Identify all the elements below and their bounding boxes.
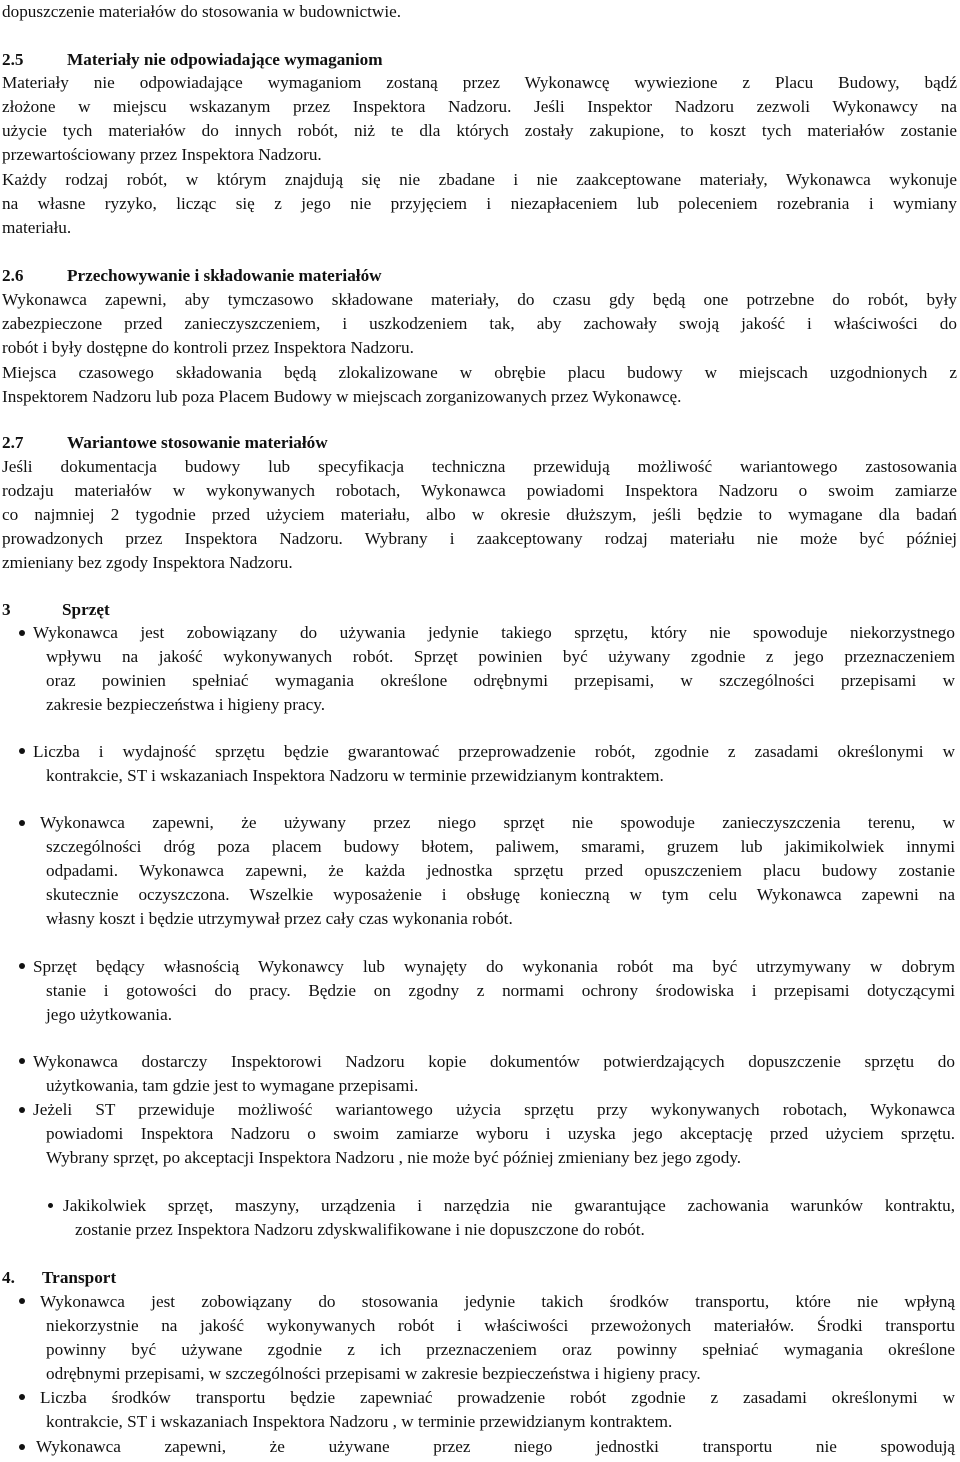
section-number: 2.7 (2, 433, 24, 452)
section-heading-3 (2, 598, 110, 622)
paragraph-line: materiału. (2, 218, 72, 237)
section-number: 2.6 (2, 266, 24, 285)
list-item-line: kontrakcie, ST i wskazaniach Inspektora Nadzoru w terminie przewidzianym kontraktem. (46, 766, 664, 785)
list-item-line: Jakikolwiek sprzęt, maszyny, urządzenia i narzędzia nie gwarantujące zachowania warunków kontraktu, (63, 1196, 955, 1215)
list-item-line: Wykonawca jest zobowiązany do stosowania jedynie takich środków transportu, które nie wpłyną (40, 1292, 955, 1311)
list-item-line: Sprzęt będący własnością Wykonawcy lub wynajęty do wykonania robót ma być utrzymywany w dobrym (33, 957, 955, 976)
section-title: Transport (42, 1268, 117, 1287)
list-item-line: własny koszt i będzie utrzymywał przez cały czas wykonania robót. (46, 909, 513, 928)
list-item-line: kontrakcie, ST i wskazaniach Inspektora Nadzoru , w terminie przewidzianym kontraktem. (46, 1412, 673, 1431)
list-item-line: skutecznie oczyszczona. Wszelkie wyposażenie i obsługę konieczną w tym celu Wykonawca zapewni na (46, 885, 955, 904)
paragraph-line: Materiały nie odpowiadające wymaganiom zostaną przez Wykonawcę wywiezione z Placu Budowy, bądź (2, 73, 957, 92)
list-item-line: Wykonawca zapewni, że używany przez niego sprzęt nie spowoduje zanieczyszczenia terenu, w (40, 813, 955, 832)
bullet-icon (19, 963, 25, 969)
section-title: Materiały nie odpowiadające wymaganiom (67, 50, 383, 69)
paragraph-line: Jeśli dokumentacja budowy lub specyfikacja techniczna przewidują możliwość wariantowego zastosowania (2, 457, 957, 476)
bullet-icon (19, 1107, 25, 1113)
paragraph-line: użycie tych materiałów do innych robót, niż te dla których zostały zakupione, to koszt tych materiałów zostanie (2, 121, 957, 140)
bullet-icon (19, 748, 25, 754)
list-item-line: Jeżeli ST przewiduje możliwość wariantowego użycia sprzętu przy wykonywanych robotach, Wykonawca (33, 1100, 955, 1119)
list-item-line: Liczba środków transportu będzie zapewniać prowadzenie robót zgodnie z zasadami określonymi w (40, 1388, 955, 1407)
list-item-line: odrębnymi przepisami, w szczególności przepisami w zakresie bezpieczeństwa i higieny pracy. (46, 1364, 701, 1383)
paragraph-line: zmieniany bez zgody Inspektora Nadzoru. (2, 553, 293, 572)
paragraph-line: przewartościowany przez Inspektora Nadzoru. (2, 145, 322, 164)
paragraph-line: Inspektorem Nadzoru lub poza Placem Budowy w miejscach zorganizowanych przez Wykonawcę. (2, 387, 682, 406)
bullet-icon (19, 820, 25, 826)
list-item-line: zostanie przez Inspektora Nadzoru zdyskwalifikowane i nie dopuszczone do robót. (75, 1220, 645, 1239)
section-number: 3 (2, 600, 11, 619)
list-item-line: powinny być używane zgodnie z ich przeznaczeniem oraz powinny spełniać wymagania określone (46, 1340, 955, 1359)
list-item-line: niekorzystnie na jakość wykonywanych robót i właściwości przewożonych materiałów. Środki transportu (46, 1316, 955, 1335)
list-item-line: Liczba i wydajność sprzętu będzie gwarantować przeprowadzenie robót, zgodnie z zasadami określonymi w (33, 742, 955, 761)
list-item-line: wpływu na jakość wykonywanych robót. Sprzęt powinien być używany zgodnie z jego przeznaczeniem (46, 647, 955, 666)
section-number: 4. (2, 1268, 15, 1287)
paragraph-line: co najmniej 2 tygodnie przed użyciem materiału, albo w okresie dłuższym, jeśli będzie to wymagane dla badań (2, 505, 957, 524)
paragraph-line: Wykonawca zapewni, aby tymczasowo składowane materiały, do czasu gdy będą one potrzebne do robót, były (2, 290, 957, 309)
section-heading-2-5 (2, 48, 383, 72)
list-item-line: Wykonawca dostarczy Inspektorowi Nadzoru kopie dokumentów potwierdzających dopuszczenie sprzętu do (33, 1052, 955, 1071)
list-item-line: zakresie bezpieczeństwa i higieny pracy. (46, 695, 325, 714)
bullet-icon (19, 1394, 25, 1400)
paragraph-line: rodzaju materiałów w wykonywanych robotach, Wykonawca powiadomi Inspektora Nadzoru o swoim zamiarze (2, 481, 957, 500)
paragraph-line: prowadzonych przez Inspektora Nadzoru. Wybrany i zaakceptowany rodzaj materiału nie może być później (2, 529, 957, 548)
bullet-icon (48, 1203, 53, 1208)
list-item-line: Wykonawca jest zobowiązany do używania jedynie takiego sprzętu, który nie spowoduje niekorzystnego (33, 623, 955, 642)
list-item-line: oraz powinien spełniać wymagania określone odrębnymi przepisami, w szczególności przepisami w (46, 671, 955, 690)
section-number: 2.5 (2, 50, 24, 69)
list-item-line: użytkowania, tam gdzie jest to wymagane przepisami. (46, 1076, 419, 1095)
paragraph-line: Każdy rodzaj robót, w którym znajdują się nie zbadane i nie zaakceptowane materiały, Wykonawca wykonuje (2, 170, 957, 189)
list-item-line: szczególności dróg poza placem budowy błotem, paliwem, smarami, gruzem lub jakimikolwiek innymi (46, 837, 955, 856)
section-heading-2-7 (2, 431, 328, 455)
list-item-line: Wykonawca zapewni, że używane przez niego jednostki transportu nie spowodują (36, 1437, 955, 1456)
bullet-icon (19, 1058, 25, 1064)
section-title: Wariantowe stosowanie materiałów (67, 433, 328, 452)
section-title: Sprzęt (62, 600, 110, 619)
list-item-line: odpadami. Wykonawca zapewni, że każda jednostka sprzętu przed opuszczeniem placu budowy zostanie (46, 861, 955, 880)
bullet-icon (19, 1298, 25, 1304)
section-heading-4 (2, 1266, 116, 1290)
bullet-icon (19, 630, 25, 636)
section-title: Przechowywanie i składowanie materiałów (67, 266, 382, 285)
list-item-line: Wybrany sprzęt, po akceptacji Inspektora Nadzoru , nie może być później zmieniany bez jego zgody. (46, 1148, 742, 1167)
paragraph-line: złożone w miejscu wskazanym przez Inspektora Nadzoru. Jeśli Inspektor Nadzoru zezwoli Wykonawcy na (2, 97, 957, 116)
paragraph-line: na własne ryzyko, licząc się z jego nie przyjęciem i niezapłaceniem lub poleceniem rozebrania i wymiany (2, 194, 957, 213)
bullet-icon (19, 1444, 25, 1450)
paragraph-line: robót i były dostępne do kontroli przez Inspektora Nadzoru. (2, 338, 414, 357)
paragraph-line: dopuszczenie materiałów do stosowania w budownictwie. (2, 2, 402, 21)
list-item-line: stanie i gotowości do pracy. Będzie on zgodny z normami ochrony środowiska i przepisami dotyczącymi (46, 981, 955, 1000)
section-heading-2-6 (2, 264, 382, 288)
list-item-line: powiadomi Inspektora Nadzoru o swoim zamiarze wyboru i uzyska jego akceptację przed użyciem sprzętu. (46, 1124, 955, 1143)
paragraph-line: zabezpieczone przed zanieczyszczeniem, i uszkodzeniem tak, aby zachowały swoją jakość i właściwości do (2, 314, 957, 333)
paragraph-line: Miejsca czasowego składowania będą zlokalizowane w obrębie placu budowy w miejscach uzgodnionych z (2, 363, 957, 382)
list-item-line: jego użytkowania. (46, 1005, 173, 1024)
